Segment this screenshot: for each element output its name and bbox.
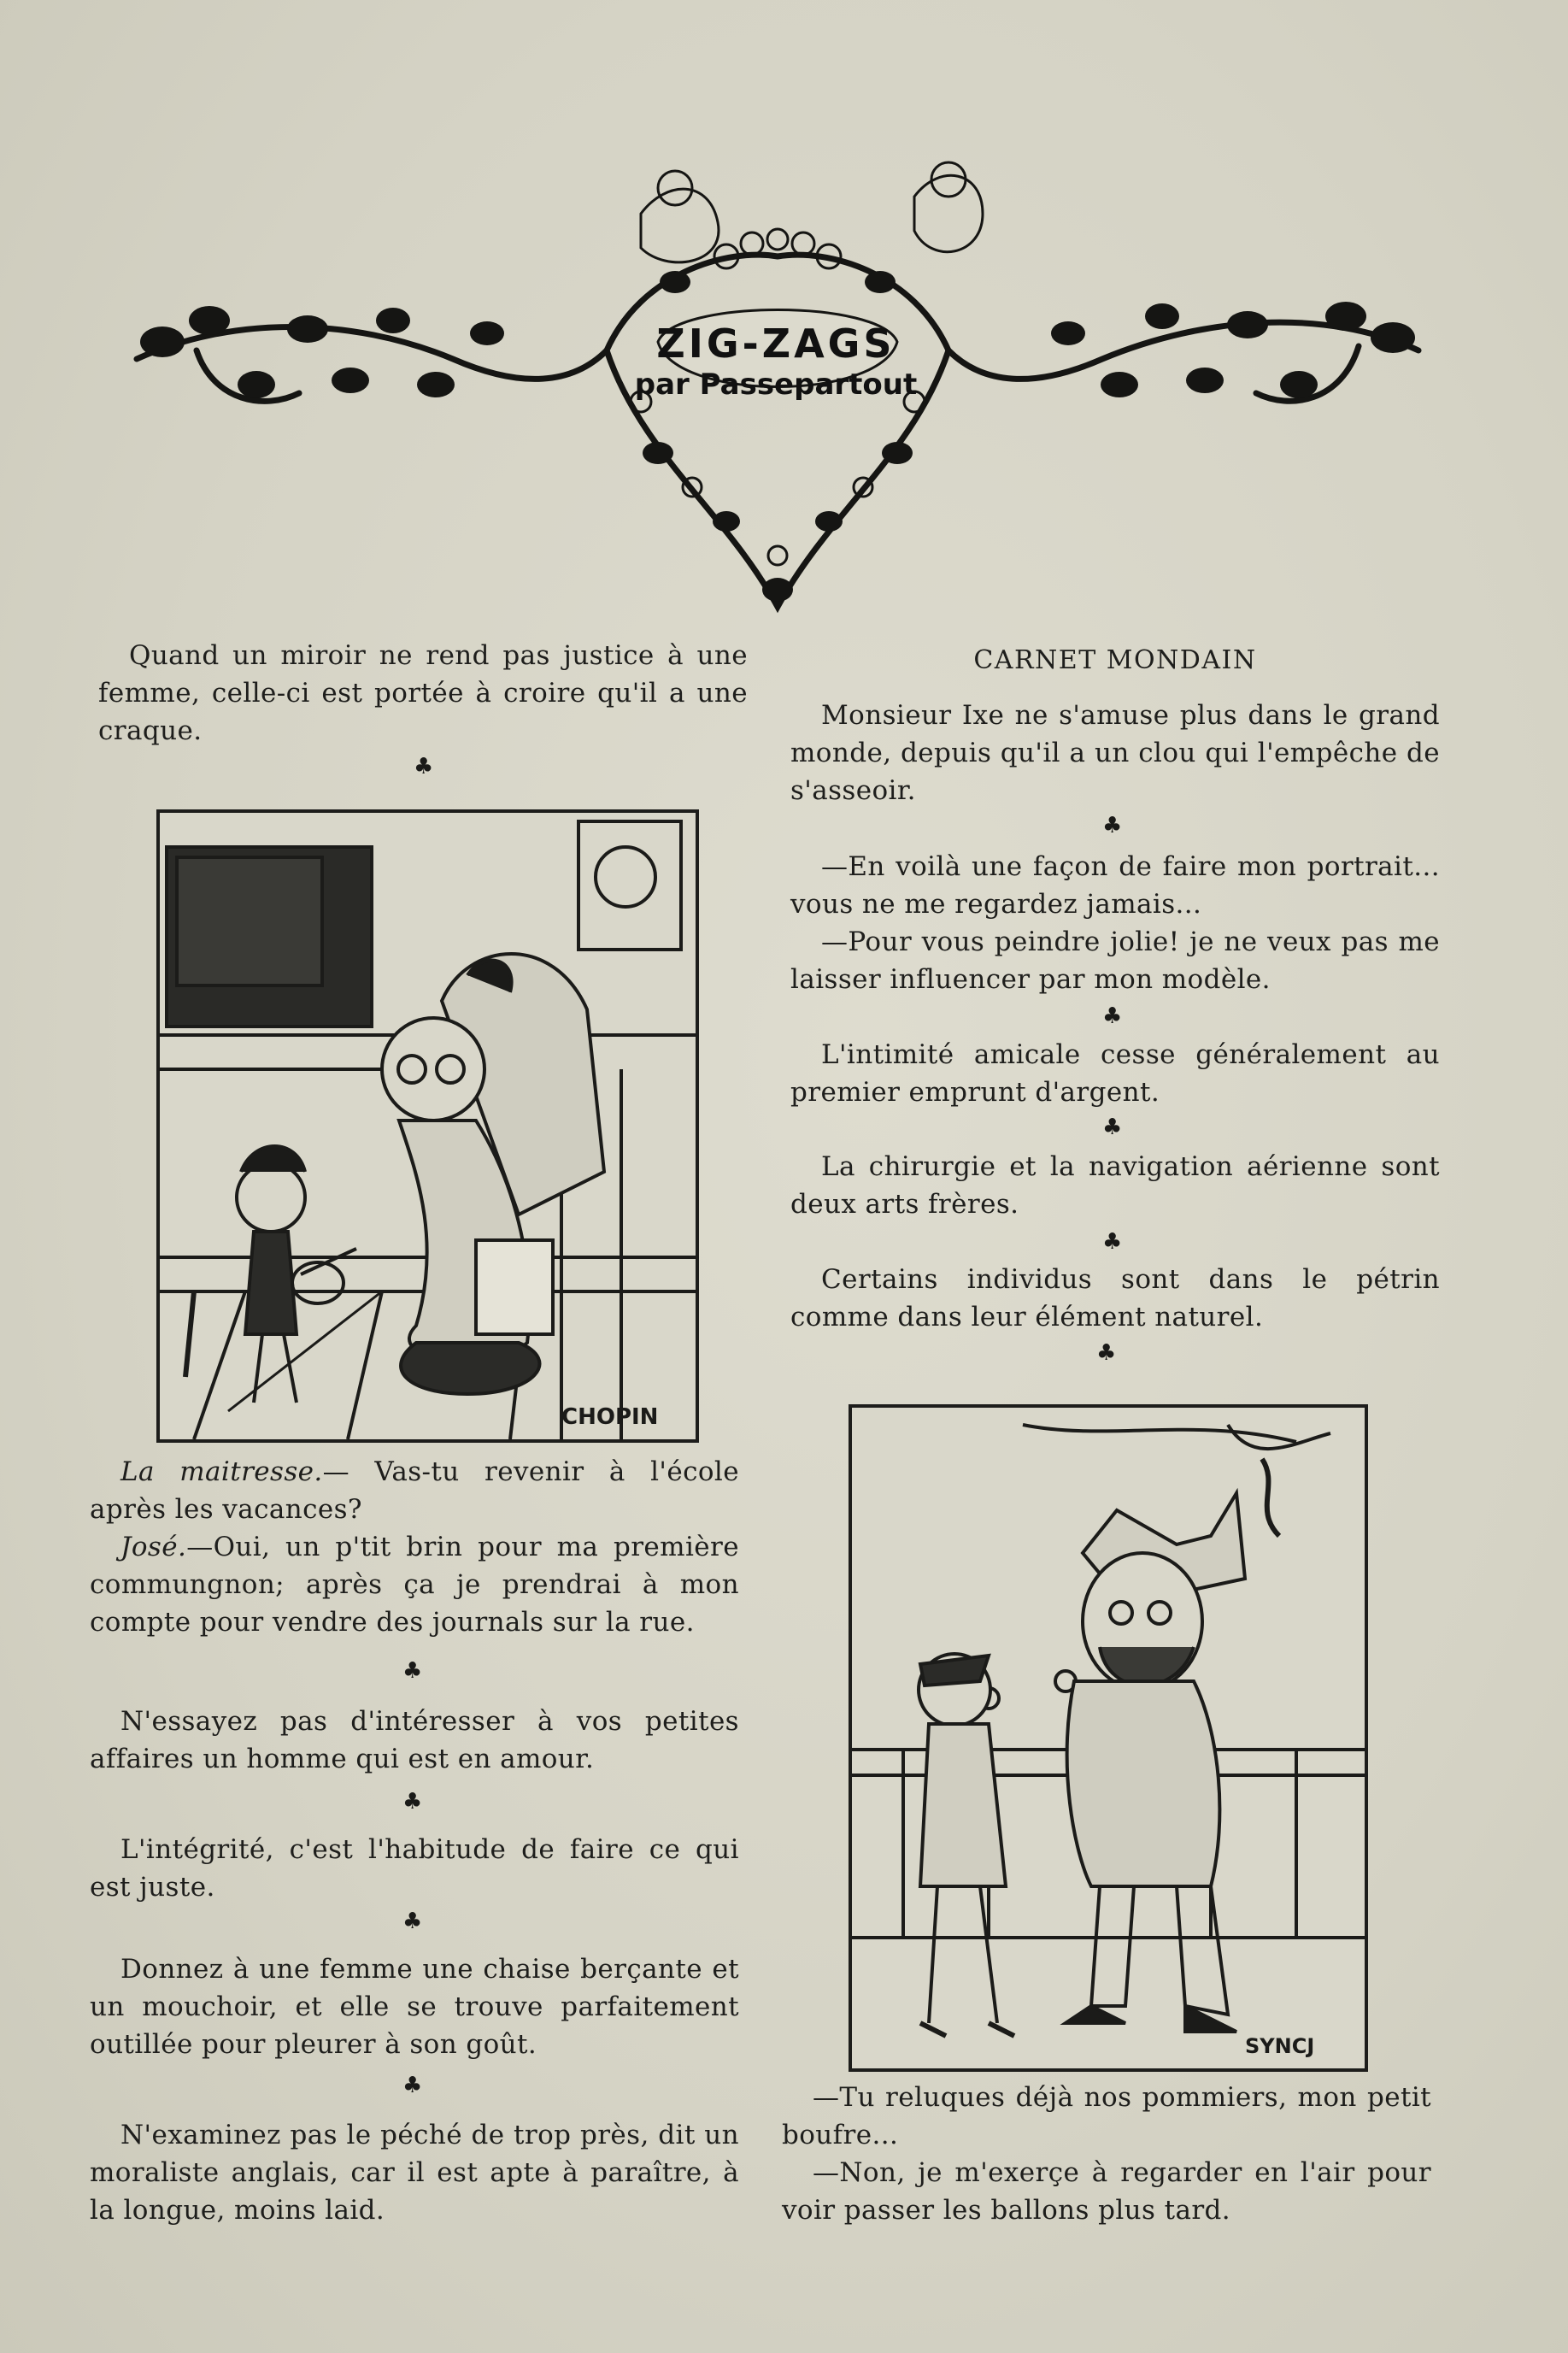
cartoon-illustration-1 [160, 813, 696, 1439]
right-paragraph-3: L'intimité amicale cesse généralement au premier emprunt d'argent. [790, 1039, 1440, 1108]
right-dialogue-portrait: —En voilà une façon de faire mon portrait... vous ne me regardez jamais... —Pour vous peindre jolie! je ne veux pas me laisser influencer par mon modèle. [790, 851, 1440, 995]
right-paragraph-4: La chirurgie et la navigation aérienne sont deux arts frères. [790, 1151, 1440, 1220]
left-paragraph-5: N'examinez pas le péché de trop près, dit un moraliste anglais, car il est apte à paraître, à la longue, moins laid. [90, 2120, 739, 2226]
cartoon-illustration-2 [852, 1408, 1365, 2068]
banner-title: ZIG-ZAGS [656, 321, 896, 367]
right-paragraph-5: Certains individus sont dans le pétrin comme dans leur élément naturel. [790, 1264, 1440, 1332]
teacher-line: — Vas-tu revenir à l'école après les vacances? [90, 1456, 739, 1525]
club-ornament-icon: ♣ [1102, 1229, 1123, 1255]
carnet-mondain-heading: CARNET MONDAIN [973, 645, 1257, 675]
right-dialogue-apples: —Tu reluques déjà nos pommiers, mon petit boufre... —Non, je m'exerçe à regarder en l'air pour voir passer les ballons plus tard. [782, 2082, 1431, 2226]
club-ornament-icon: ♣ [402, 1789, 423, 1815]
club-ornament-icon: ♣ [402, 2073, 423, 2098]
club-ornament-icon: ♣ [1102, 1115, 1123, 1140]
right-paragraph-1: Monsieur Ixe ne s'amuse plus dans le grand monde, depuis qu'il a un clou qui l'empêche de s'asseoir. [790, 700, 1440, 806]
club-ornament-icon: ♣ [402, 1658, 423, 1684]
left-paragraph-3: L'intégrité, c'est l'habitude de faire ce qui est juste. [90, 1834, 739, 1903]
cartoon-teacher-and-boy [156, 809, 699, 1443]
speaker-teacher: La maitresse. [120, 1456, 323, 1487]
banner-subtitle: par Passepartout [634, 368, 918, 402]
cartoon2-signature: SYNCJ [1245, 2034, 1315, 2058]
club-ornament-icon: ♣ [1096, 1340, 1117, 1366]
speaker-jose: José. [120, 1532, 187, 1562]
club-ornament-icon: ♣ [402, 1909, 423, 1934]
club-ornament-icon: ♣ [1102, 813, 1123, 838]
left-paragraph-1: Quand un miroir ne rend pas justice à une femme, celle-ci est portée à croire qu'il a une craque. [98, 640, 748, 746]
club-ornament-icon: ♣ [1102, 1003, 1123, 1029]
dialogue-school [90, 1453, 739, 1641]
jose-line: —Oui, un p'tit brin pour ma première commungnon; après ça je prendrai à mon compte pour vendre des journals sur la rue. [90, 1532, 739, 1638]
cartoon1-signature: CHOPIN [561, 1404, 659, 1430]
club-ornament-icon: ♣ [414, 754, 434, 779]
left-paragraph-2: N'essayez pas d'intéresser à vos petites affaires un homme qui est en amour. [90, 1706, 739, 1774]
left-paragraph-4: Donnez à une femme une chaise berçante et un mouchoir, et elle se trouve parfaitement outillée pour pleurer à son goût. [90, 1954, 739, 2060]
cartoon-farmer-and-boy [849, 1404, 1368, 2072]
